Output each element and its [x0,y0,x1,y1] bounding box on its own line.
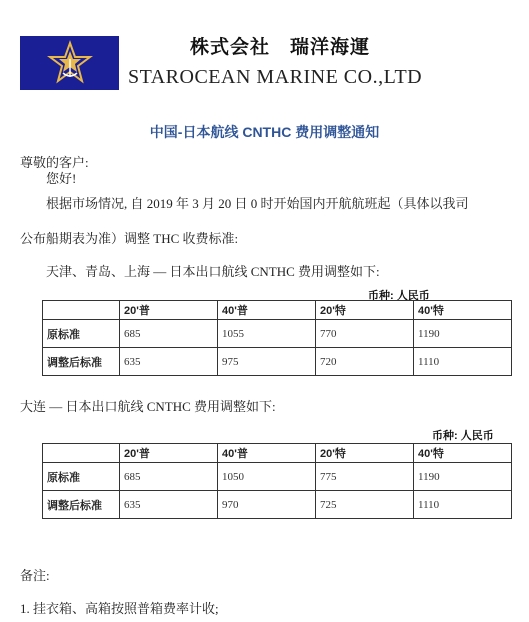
table-row [43,491,512,519]
table-row [43,320,512,348]
paragraph-line-1: 根据市场情况, 自 2019 年 3 月 20 日 0 时开始国内开航航班起（具体以我司 [46,196,469,211]
table-row [43,463,512,491]
table-cell: 1110 [414,348,512,376]
section1-fee-table [42,300,512,376]
table-cell: 685 [120,320,218,348]
table-header-row [43,301,512,320]
company-logo [20,36,119,90]
table-cell: 1055 [218,320,316,348]
table-header-cell: 40'特 [414,301,512,320]
table-cell: 1190 [414,463,512,491]
table-header-cell [43,444,120,463]
table-cell: 1190 [414,320,512,348]
row-label: 原标准 [43,320,120,348]
section2-fee-table [42,443,512,519]
section1-currency: 币种: 人民币 [368,290,430,302]
star-anchor-icon [46,39,94,87]
table-row [43,348,512,376]
company-name-cn: 株式会社 瑞洋海運 [190,37,371,58]
section1-heading: 天津、青岛、上海 — 日本出口航线 CNTHC 费用调整如下: [46,264,380,279]
section2-currency: 币种: 人民币 [432,430,494,442]
row-label: 原标准 [43,463,120,491]
table-cell: 725 [316,491,414,519]
table-cell: 770 [316,320,414,348]
table-cell: 635 [120,348,218,376]
notes-label: 备注: [20,568,50,583]
row-label: 调整后标准 [43,491,120,519]
table-cell: 1110 [414,491,512,519]
table-header-cell [43,301,120,320]
section2-heading: 大连 — 日本出口航线 CNTHC 费用调整如下: [20,399,276,414]
hello-text: 您好! [46,171,77,186]
table-header-cell: 40'特 [414,444,512,463]
table-header-cell: 20'普 [120,444,218,463]
row-label: 调整后标准 [43,348,120,376]
table-cell: 970 [218,491,316,519]
notes-item-1: 1. 挂衣箱、高箱按照普箱费率计收; [20,601,219,616]
paragraph-line-2: 公布船期表为准）调整 THC 收费标准: [20,231,239,246]
table-cell: 720 [316,348,414,376]
table-header-row [43,444,512,463]
company-name-en: STAROCEAN MARINE CO.,LTD [128,66,423,88]
table-header-cell: 20'特 [316,444,414,463]
table-cell: 775 [316,463,414,491]
table-header-cell: 40'普 [218,301,316,320]
table-header-cell: 40'普 [218,444,316,463]
table-header-cell: 20'特 [316,301,414,320]
table-cell: 1050 [218,463,316,491]
table-header-cell: 20'普 [120,301,218,320]
greeting: 尊敬的客户: [20,155,89,170]
table-cell: 975 [218,348,316,376]
table-cell: 635 [120,491,218,519]
table-cell: 685 [120,463,218,491]
notice-title: 中国-日本航线 CNTHC 费用调整通知 [149,124,380,140]
